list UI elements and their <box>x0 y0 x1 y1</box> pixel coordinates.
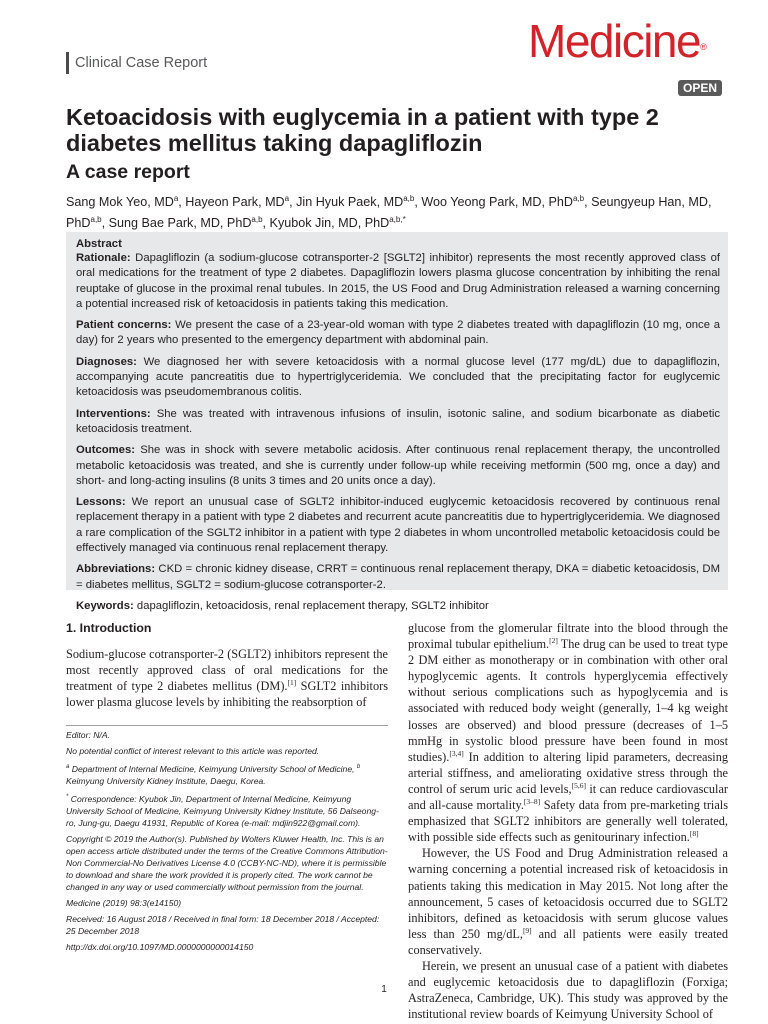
text-run: Department of Internal Medicine, Keimyung University School of Medicine, <box>69 763 357 774</box>
text-run: Medicine (2019) 98:3(e14150) <box>66 897 182 908</box>
author-affiliation: a,b <box>403 194 415 203</box>
abstract-section-text: We present the case of a 23-year-old woman with type 2 diabetes treated with dapagliflozin (10 mg, once a day) for 2 years who presented to the emergency department with abdominal pain. <box>76 319 720 347</box>
author <box>66 195 185 209</box>
affiliation-mark: * <box>66 793 69 800</box>
text-run: No potential conflict of interest relevant to this article was reported. <box>66 746 320 756</box>
text-run: Received: 16 August 2018 / Received in final form: 18 December 2018 / Accepted: 25 December 2018 <box>66 913 380 936</box>
article-subtitle: A case report <box>66 161 190 183</box>
footnote <box>66 791 388 829</box>
abstract-section-label: Keywords: <box>76 599 134 612</box>
text-run: Copyright © 2019 the Author(s). Published by Wolters Kluwer Health, Inc. This is an open access article distributed under the terms of the Creative Commons Attribution-Non Commercial-No Derivatives License 4.0 (CCBY-NC-ND), where it is permissible to download and share the work provided it is properly cited. The work cannot be changed in any way or used commercially without permission from the journal. <box>66 833 388 892</box>
footnote <box>66 897 388 909</box>
author-affiliation: a <box>173 194 179 203</box>
abstract-section-text: Dapagliflozin (a sodium-glucose cotransporter-2 [SGLT2] inhibitor) represents the most recently approved class of oral medications for the treatment of type 2 diabetes. Dapagliflozin lowers plasma glucose concentration by inhibiting the renal reuptake of glucose in the proximal renal tubules. In 2015, the US Food and Drug Administration released a warning concerning a potential increased risk of ketoacidosis in patients taking this medication. <box>76 252 720 310</box>
citation-ref: [8] <box>689 829 699 839</box>
text-run: In addition to altering lipid parameters, decreasing arterial stiffness, and ameliorating oxidative stress through the control of serum uric acid levels, <box>408 749 728 796</box>
author <box>270 216 406 230</box>
footnote <box>66 833 388 893</box>
author-name: Kyubok Jin, MD, PhD <box>269 216 390 231</box>
author-affiliation: a,b <box>251 215 263 225</box>
text-run: SGLT2 inhibitors lower plasma glucose levels by inhibiting the reabsorption of <box>66 679 388 710</box>
page-number: 1 <box>381 984 387 995</box>
footnote <box>66 729 388 741</box>
author <box>296 195 421 209</box>
author-name: Sung Bae Park, MD, PhD <box>108 216 252 231</box>
abstract-section-text: We diagnosed her with severe ketoacidosis with a normal glucose level (177 mg/dL) due to dapagliflozin, accompanying acute pancreatitis due to hypertriglyceridemia. We concluded that the precipitating factor for euglycemic ketoacidosis was pseudomembranous colitis. <box>76 355 720 399</box>
abstract-section <box>76 495 720 556</box>
author-affiliation: a <box>284 194 290 203</box>
abstract-section <box>76 562 720 593</box>
citation-ref: [5,6] <box>571 780 586 790</box>
author-separator: , <box>101 216 109 231</box>
author-separator: , <box>584 195 592 210</box>
affiliation-mark: b <box>356 764 361 770</box>
abstract-section <box>76 318 720 349</box>
footnote <box>66 745 388 757</box>
abstract-section-label: Patient concerns: <box>76 319 172 332</box>
intro-paragraph-1 <box>66 646 388 710</box>
author-affiliation: a,b,* <box>389 215 406 225</box>
abstract-box <box>66 232 728 612</box>
abstract-sections <box>76 251 720 614</box>
author-separator: , <box>414 195 422 210</box>
text-run: Safety data from pre-marketing trials emphasized that SGLT2 inhibitors are generally well tolerated, with possible side effects such as genitourinary infection. <box>408 798 728 845</box>
abstract-section <box>76 443 720 489</box>
abstract-section-label: Interventions: <box>76 407 151 420</box>
affiliation-mark: a <box>66 764 70 770</box>
abstract-section-label: Rationale: <box>76 252 131 264</box>
author-affiliation: a,b <box>572 194 585 203</box>
citation-ref: [2] <box>549 636 558 645</box>
text-run: Editor: N/A. <box>66 730 110 740</box>
abstract-section-text: dapagliflozin, ketoacidosis, renal replacement therapy, SGLT2 inhibitor <box>136 599 489 612</box>
abstract-section-label: Abbreviations: <box>76 563 156 576</box>
citation-ref: [3–8] <box>523 796 541 806</box>
text-run: http://dx.doi.org/10.1097/MD.0000000000014150 <box>66 941 254 952</box>
text-run: Sodium-glucose cotransporter-2 (SGLT2) inhibitors represent the most recently approved class of oral medications for the treatment of type 2 diabetes mellitus (DM). <box>66 647 388 694</box>
footnote <box>66 941 388 953</box>
journal-name: Medicine <box>528 15 701 67</box>
author-name: Seungyeup Han, MD, PhD <box>66 195 712 231</box>
abstract-section-text: She was in shock with severe metabolic acidosis. After continuous renal replacement therapy, the uncontrolled metabolic ketoacidosis was treated, and she is currently under follow-up while receiving metformin (500 mg, once a day) and short- and long-acting insulins (8 units 3 times and 20 units once a day). <box>76 444 720 487</box>
author <box>109 216 270 230</box>
author-name: Sang Mok Yeo, MD <box>66 195 174 210</box>
text-run: it can reduce cardiovascular and all-cause mortality. <box>408 781 729 813</box>
author <box>185 195 296 209</box>
body-paragraph <box>408 845 728 958</box>
abstract-section-text: CKD = chronic kidney disease, CRRT = continuous renal replacement therapy, DKA = diabetic ketoacidosis, DM = diabetes mellitus, SGLT2 = sodium-glucose cotransporter-2. <box>76 563 721 591</box>
footnotes <box>66 725 388 957</box>
footnote <box>66 913 388 937</box>
author-name: Woo Yeong Park, MD, PhD <box>421 195 573 210</box>
text-run: Keimyung University Kidney Institute, Daegu, Korea. <box>66 775 266 786</box>
abstract-section <box>76 355 720 401</box>
citation-ref: [1] <box>287 678 297 688</box>
abstract-section <box>76 407 720 438</box>
section-label: Clinical Case Report <box>66 52 207 74</box>
article-title: Ketoacidosis with euglycemia in a patient with type 2 diabetes mellitus taking dapagliflozin <box>66 104 659 156</box>
section-heading-introduction: 1. Introduction <box>66 621 152 635</box>
abstract-section-label: Lessons: <box>76 496 126 509</box>
citation-ref: [3,4] <box>449 748 464 758</box>
journal-logo <box>528 16 707 66</box>
text-run: glucose from the glomerular filtrate into the blood through the proximal tubular epithelium. <box>408 621 728 652</box>
abstract-section <box>76 251 720 312</box>
author-separator: , <box>262 216 270 231</box>
text-run: The drug can be used to treat type 2 DM either as monotherapy or in combination with other oral hypoglycemic agents. It controls hyperglycemia effectively without serious complications such as hypoglycemia and is associated with reduced body weight (generally, 1–4 kg weight losses are observed) and blood pressure (decreases of 1–5 mmHg in systolic blood pressure have been found in most studies). <box>408 637 728 764</box>
text-run: and all patients were easily treated conservatively. <box>408 926 729 957</box>
footnote <box>66 761 388 787</box>
author-separator: , <box>289 195 297 210</box>
author <box>421 195 591 209</box>
abstract-section-text: She was treated with intravenous infusions of insulin, isotonic saline, and sodium bicarbonate as diabetic ketoacidosis treatment. <box>76 407 720 435</box>
left-column <box>66 620 388 710</box>
open-access-badge: OPEN <box>678 80 722 96</box>
abstract-section <box>76 599 720 614</box>
abstract-section-text: We report an unusual case of SGLT2 inhibitor-induced euglycemic ketoacidosis recovered by continuous renal replacement therapy in a patient with type 2 diabetes and recurrent acute pancreatitis due to hypertriglyceridemia. We diagnosed a rare complication of the SGLT2 inhibitor in a patient with type 2 diabetes in whom uncontrolled metabolic ketoacidosis could be effectively managed via continuous renal replacement therapy. <box>76 496 721 555</box>
author-name: Hayeon Park, MD <box>185 195 285 210</box>
citation-ref: [9] <box>522 925 532 935</box>
text-run: Herein, we present an unusual case of a patient with diabetes and euglycemic ketoacidosis due to dapagliflozin (Forxiga; AstraZeneca, Cambridge, UK). This study was approved by the institutional review boards of Keimyung University School of <box>408 958 728 1022</box>
author-separator: , <box>178 195 186 210</box>
author-list <box>66 190 726 232</box>
author-name: Jin Hyuk Paek, MD <box>296 195 404 210</box>
body-paragraph <box>408 620 728 845</box>
author-affiliation: a,b <box>90 215 102 225</box>
text-run: However, the US Food and Drug Administration released a warning concerning a potential increased risk of ketoacidosis in patients taking this medication in May 2015. Not long after the announcement, 5 cases of ketoacidosis occurred due to SGLT2 inhibitors, defined as ketoacidosis with serum glucose values less than 250 mg/dL, <box>408 846 728 941</box>
text-run: Correspondence: Kyubok Jin, Department of Internal Medicine, Keimyung University School of Medicine, Keimyung University Kidney Institute, 56 Dalseong-ro, Jung-gu, Daegu 41931, Republic of Korea (e-mail: mdjin922@gmail.com). <box>66 793 379 828</box>
registered-mark: ® <box>700 42 707 52</box>
abstract-section-label: Diagnoses: <box>76 355 137 368</box>
abstract-section-label: Outcomes: <box>76 444 136 457</box>
abstract-heading: Abstract <box>76 238 122 250</box>
right-column <box>408 620 728 1022</box>
